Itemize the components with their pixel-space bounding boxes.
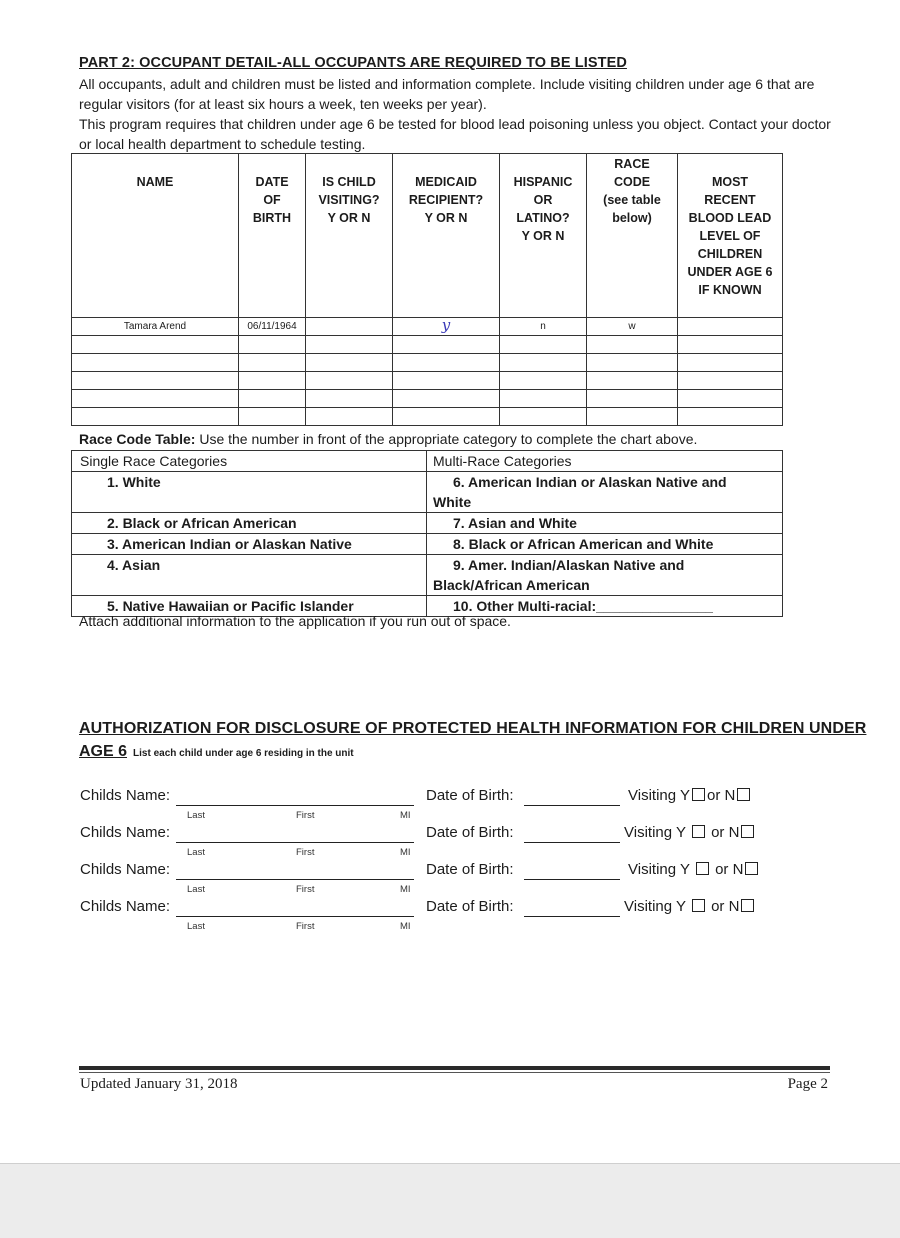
visiting-options: Visiting Y or N: [624, 824, 756, 841]
single-race-category: 1. White: [72, 472, 427, 513]
scan-page-edge: [0, 1163, 900, 1238]
cell-blood-lead[interactable]: [678, 372, 783, 390]
cell-race-code[interactable]: [587, 390, 678, 408]
child-entry: [80, 824, 840, 860]
child-name-field[interactable]: [176, 916, 414, 917]
cell-blood-lead[interactable]: [678, 390, 783, 408]
cell-race-code[interactable]: w: [587, 318, 678, 336]
race-row: [72, 513, 783, 534]
visiting-no-checkbox[interactable]: [741, 825, 754, 838]
cell-race-code[interactable]: [587, 354, 678, 372]
child-name-field[interactable]: [176, 842, 414, 843]
authorization-title: AUTHORIZATION FOR DISCLOSURE OF PROTECTED HEALTH INFORMATION FOR CHILDREN UNDER: [79, 720, 867, 737]
child-name-label: Childs Name:: [80, 861, 171, 878]
cell-hispanic[interactable]: [500, 390, 587, 408]
mi-label: MI: [400, 921, 411, 932]
last-label: Last: [187, 884, 205, 895]
cell-medicaid[interactable]: [393, 318, 500, 336]
occupant-row: [72, 318, 783, 336]
child-entry: [80, 861, 840, 897]
multi-race-category: 10. Other Multi-racial:_______________: [427, 596, 783, 617]
cell-medicaid[interactable]: [393, 354, 500, 372]
dob-label: Date of Birth:: [426, 787, 514, 804]
handwritten-y-mark: y: [441, 316, 451, 334]
cell-hispanic[interactable]: n: [500, 318, 587, 336]
visiting-yes-checkbox[interactable]: [692, 825, 705, 838]
cell-dob[interactable]: [239, 408, 306, 426]
header-race-code: RACE CODE (see table below): [587, 154, 678, 318]
cell-dob[interactable]: [239, 354, 306, 372]
visiting-no-checkbox[interactable]: [745, 862, 758, 875]
cell-visiting[interactable]: [306, 390, 393, 408]
cell-race-code[interactable]: [587, 408, 678, 426]
occupant-table: [71, 153, 783, 426]
occupant-row: [72, 354, 783, 372]
race-code-table-title: Race Code Table: Use the number in front of the appropriate category to complete the chart above.: [79, 431, 698, 447]
last-label: Last: [187, 921, 205, 932]
header-medicaid: MEDICAID RECIPIENT? Y OR N: [393, 154, 500, 318]
visiting-options: Visiting Y or N: [628, 787, 752, 804]
last-label: Last: [187, 810, 205, 821]
cell-name[interactable]: [72, 390, 239, 408]
multi-race-category: 7. Asian and White: [427, 513, 783, 534]
child-name-label: Childs Name:: [80, 898, 171, 915]
cell-name[interactable]: [72, 408, 239, 426]
cell-dob[interactable]: [239, 372, 306, 390]
cell-medicaid[interactable]: [393, 336, 500, 354]
cell-visiting[interactable]: [306, 318, 393, 336]
cell-name[interactable]: [72, 336, 239, 354]
cell-name[interactable]: [72, 354, 239, 372]
dob-label: Date of Birth:: [426, 861, 514, 878]
single-race-category: 5. Native Hawaiian or Pacific Islander: [72, 596, 427, 617]
multi-race-category: 8. Black or African American and White: [427, 534, 783, 555]
visiting-options: Visiting Y or N: [628, 861, 760, 878]
child-entry: [80, 898, 840, 934]
cell-visiting[interactable]: [306, 354, 393, 372]
visiting-yes-checkbox[interactable]: [696, 862, 709, 875]
first-label: First: [296, 921, 315, 932]
part2-instructions: [79, 74, 839, 154]
race-row: [72, 555, 783, 596]
cell-blood-lead[interactable]: [678, 318, 783, 336]
cell-hispanic[interactable]: [500, 336, 587, 354]
single-race-header: Single Race Categories: [72, 451, 427, 472]
first-label: First: [296, 847, 315, 858]
dob-field[interactable]: [524, 842, 620, 843]
single-race-category: 3. American Indian or Alaskan Native: [72, 534, 427, 555]
dob-label: Date of Birth:: [426, 898, 514, 915]
part2-title: PART 2: OCCUPANT DETAIL-ALL OCCUPANTS ARE REQUIRED TO BE LISTED: [79, 55, 627, 71]
last-label: Last: [187, 847, 205, 858]
visiting-yes-checkbox[interactable]: [692, 899, 705, 912]
multi-race-header: Multi-Race Categories: [427, 451, 783, 472]
header-blood-lead: MOST RECENT BLOOD LEAD LEVEL OF CHILDREN UNDER AGE 6 IF KNOWN: [678, 154, 783, 318]
dob-field[interactable]: [524, 916, 620, 917]
cell-blood-lead[interactable]: [678, 354, 783, 372]
race-row: [72, 534, 783, 555]
footer-rule-thin: [79, 1072, 830, 1073]
cell-medicaid[interactable]: [393, 408, 500, 426]
cell-hispanic[interactable]: [500, 354, 587, 372]
visiting-no-checkbox[interactable]: [737, 788, 750, 801]
race-table-header: [72, 451, 783, 472]
multi-race-category: 9. Amer. Indian/Alaskan Native and Black/African American: [427, 555, 783, 596]
occupant-row: [72, 372, 783, 390]
first-label: First: [296, 884, 315, 895]
cell-blood-lead[interactable]: [678, 408, 783, 426]
dob-field[interactable]: [524, 805, 620, 806]
mi-label: MI: [400, 884, 411, 895]
footer-updated-date: Updated January 31, 2018: [80, 1076, 238, 1092]
attach-note: Attach additional information to the application if you run out of space.: [79, 613, 511, 629]
occupant-row: [72, 336, 783, 354]
footer-rule-thick: [79, 1066, 830, 1070]
instruction-paragraph: All occupants, adult and children must be listed and information complete. Include visiting children under age 6 that are regular visitors (for at least six hours a week, ten weeks per year).: [79, 76, 815, 112]
cell-visiting[interactable]: [306, 408, 393, 426]
visiting-no-checkbox[interactable]: [741, 899, 754, 912]
cell-dob[interactable]: 06/11/1964: [239, 318, 306, 336]
occupant-row: [72, 390, 783, 408]
mi-label: MI: [400, 810, 411, 821]
header-hispanic: HISPANIC OR LATINO? Y OR N: [500, 154, 587, 318]
race-code-table: [71, 450, 783, 617]
cell-visiting[interactable]: [306, 336, 393, 354]
cell-name[interactable]: Tamara Arend: [72, 318, 239, 336]
single-race-category: 2. Black or African American: [72, 513, 427, 534]
child-name-label: Childs Name:: [80, 824, 171, 841]
dob-label: Date of Birth:: [426, 824, 514, 841]
mi-label: MI: [400, 847, 411, 858]
child-name-label: Childs Name:: [80, 787, 171, 804]
cell-dob[interactable]: [239, 336, 306, 354]
cell-hispanic[interactable]: [500, 408, 587, 426]
cell-race-code[interactable]: [587, 372, 678, 390]
cell-hispanic[interactable]: [500, 372, 587, 390]
cell-dob[interactable]: [239, 390, 306, 408]
occupant-table-header: [72, 154, 783, 318]
child-entry: [80, 787, 840, 823]
cell-medicaid[interactable]: [393, 372, 500, 390]
child-name-field[interactable]: [176, 805, 414, 806]
occupant-row: [72, 408, 783, 426]
single-race-category: 4. Asian: [72, 555, 427, 596]
cell-visiting[interactable]: [306, 372, 393, 390]
race-row: [72, 472, 783, 513]
footer-page-number: Page 2: [787, 1076, 828, 1092]
header-date-of-birth: DATE OF BIRTH: [239, 154, 306, 318]
cell-race-code[interactable]: [587, 336, 678, 354]
cell-medicaid[interactable]: [393, 390, 500, 408]
header-name: NAME: [72, 154, 239, 318]
child-name-field[interactable]: [176, 879, 414, 880]
multi-race-category: 6. American Indian or Alaskan Native and White: [427, 472, 783, 513]
cell-blood-lead[interactable]: [678, 336, 783, 354]
authorization-instruction: List each child under age 6 residing in the unit: [133, 748, 354, 759]
header-child-visiting: IS CHILD VISITING? Y OR N: [306, 154, 393, 318]
dob-field[interactable]: [524, 879, 620, 880]
authorization-title-line2: AGE 6 List each child under age 6 residing in the unit: [79, 743, 354, 760]
first-label: First: [296, 810, 315, 821]
testing-paragraph: This program requires that children under age 6 be tested for blood lead poisoning unless you object. Contact your doctor or local health department to schedule testing.: [79, 116, 831, 152]
visiting-yes-checkbox[interactable]: [692, 788, 705, 801]
visiting-options: Visiting Y or N: [624, 898, 756, 915]
cell-name[interactable]: [72, 372, 239, 390]
